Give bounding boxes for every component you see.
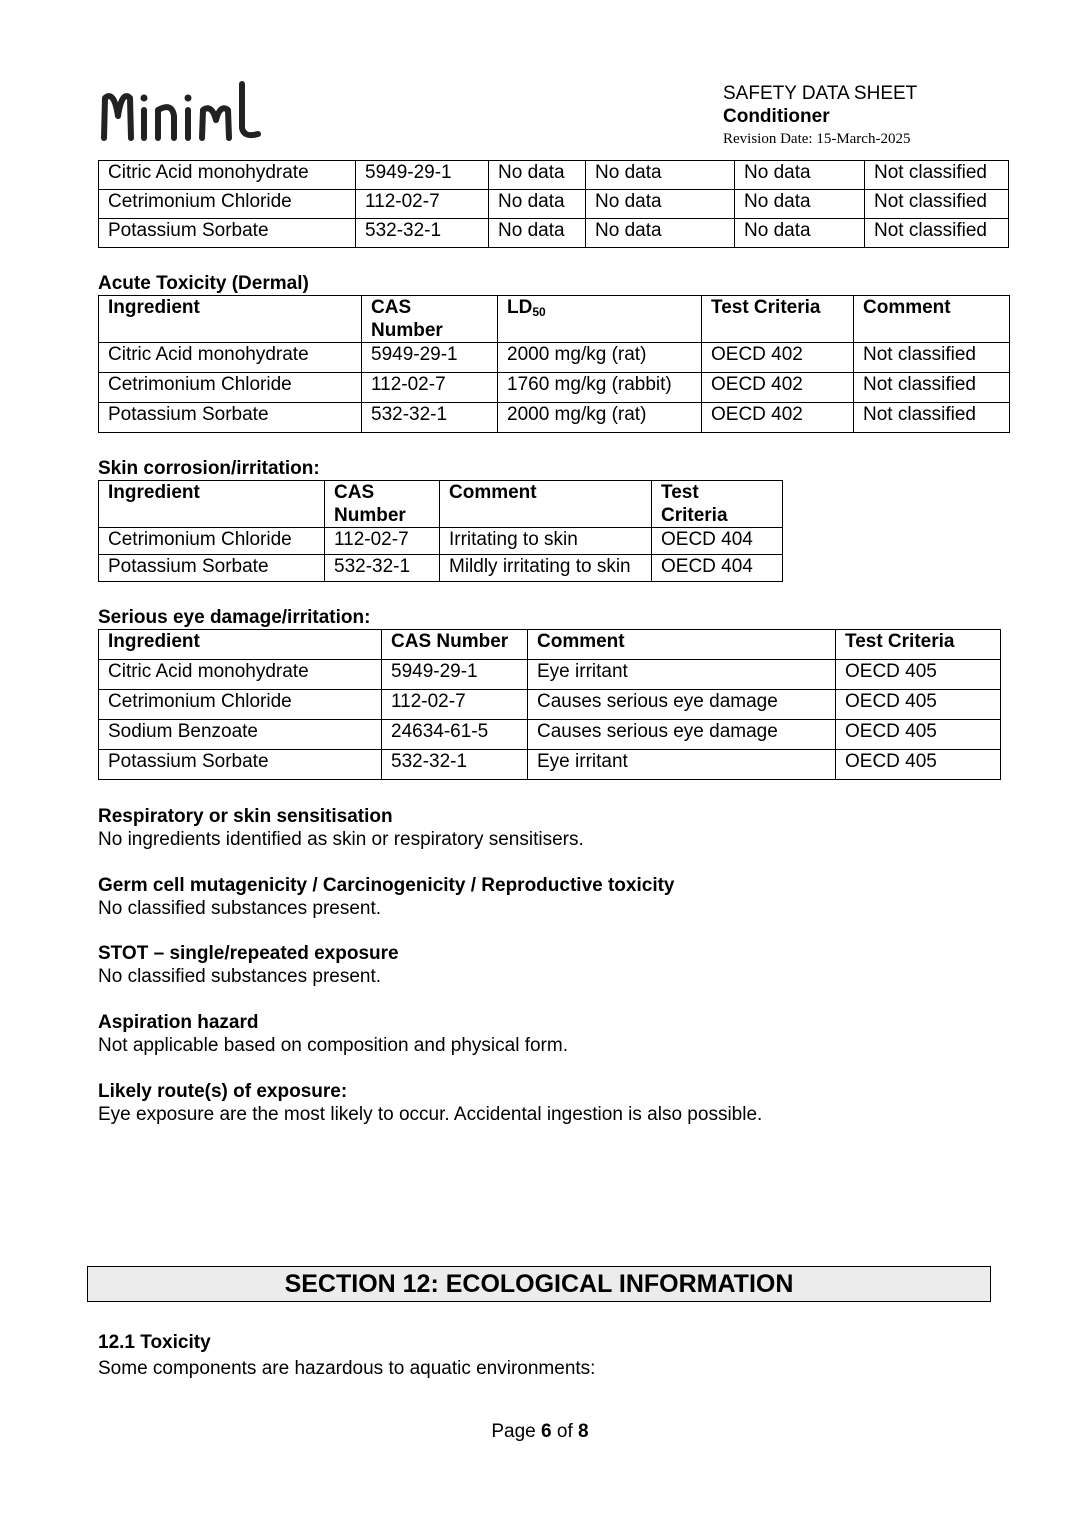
- table-row: Cetrimonium Chloride 112-02-7 Causes serious eye damage OECD 405: [99, 690, 1001, 720]
- exposure-route-block: [98, 1080, 762, 1126]
- paragraph-heading: Aspiration hazard: [98, 1012, 259, 1033]
- table-row: Citric Acid monohydrate 5949-29-1 2000 mg/kg (rat) OECD 402 Not classified: [99, 343, 1010, 373]
- product-name: Conditioner: [723, 106, 830, 127]
- paragraph-heading: Germ cell mutagenicity / Carcinogenicity / Reproductive toxicity: [98, 875, 675, 896]
- dermal-title: Acute Toxicity (Dermal): [98, 273, 309, 294]
- stot-block: [98, 942, 399, 988]
- revision-date: Revision Date: 15-March-2025: [723, 131, 911, 147]
- paragraph-text: Not applicable based on composition and physical form.: [98, 1035, 568, 1056]
- skin-table: [98, 480, 783, 582]
- document-header: [723, 82, 917, 151]
- oral-toxicity-table: [98, 160, 1009, 248]
- table-row: Potassium Sorbate 532-32-1 Mildly irritating to skin OECD 404: [99, 555, 783, 582]
- mutagenicity-block: [98, 874, 675, 920]
- paragraph-text: Some components are hazardous to aquatic environments:: [98, 1358, 596, 1379]
- table-row: Cetrimonium Chloride 112-02-7 1760 mg/kg (rabbit) OECD 402 Not classified: [99, 373, 1010, 403]
- table-row: Citric Acid monohydrate 5949-29-1 No data No data No data Not classified: [99, 161, 1009, 190]
- table-header-row: Ingredient CAS Number Comment Test Criteria: [99, 481, 783, 528]
- paragraph-text: No classified substances present.: [98, 898, 382, 919]
- paragraph-text: Eye exposure are the most likely to occur. Accidental ingestion is also possible.: [98, 1104, 763, 1125]
- paragraph-heading: STOT – single/repeated exposure: [98, 943, 399, 964]
- table-row: Citric Acid monohydrate 5949-29-1 Eye irritant OECD 405: [99, 660, 1001, 690]
- sensitisation-block: [98, 805, 584, 851]
- page-number: 6: [541, 1421, 552, 1442]
- page-of: of: [556, 1421, 573, 1442]
- paragraph-heading: 12.1 Toxicity: [98, 1332, 211, 1353]
- table-row: Cetrimonium Chloride 112-02-7 No data No data No data Not classified: [99, 190, 1009, 219]
- page-footer: [0, 1421, 1080, 1443]
- section-12-banner: SECTION 12: ECOLOGICAL INFORMATION: [87, 1266, 991, 1302]
- table-header-row: Ingredient CAS Number Comment Test Criteria: [99, 630, 1001, 660]
- skin-title: Skin corrosion/irritation:: [98, 458, 320, 479]
- table-header-row: Ingredient CAS Number $LD_{50}$ Test Criteria Comment: [99, 296, 1010, 343]
- toxicity-block: [98, 1330, 595, 1382]
- table-row: Potassium Sorbate 532-32-1 Eye irritant OECD 405: [99, 750, 1001, 780]
- table-row: Sodium Benzoate 24634-61-5 Causes serious eye damage OECD 405: [99, 720, 1001, 750]
- table-row: Cetrimonium Chloride 112-02-7 Irritating to skin OECD 404: [99, 528, 783, 555]
- aspiration-block: [98, 1011, 568, 1057]
- page-total: 8: [578, 1421, 589, 1442]
- eye-table: [98, 629, 1001, 780]
- table-row: Potassium Sorbate 532-32-1 2000 mg/kg (rat) OECD 402 Not classified: [99, 403, 1010, 433]
- dermal-table: [98, 295, 1010, 433]
- page-label: Page: [491, 1421, 536, 1442]
- paragraph-text: No ingredients identified as skin or respiratory sensitisers.: [98, 829, 584, 850]
- miniml-logo: [100, 76, 265, 148]
- paragraph-heading: Likely route(s) of exposure:: [98, 1081, 348, 1102]
- paragraph-heading: Respiratory or skin sensitisation: [98, 806, 393, 827]
- eye-title: Serious eye damage/irritation:: [98, 607, 371, 628]
- table-row: Potassium Sorbate 532-32-1 No data No data No data Not classified: [99, 219, 1009, 248]
- doc-type: SAFETY DATA SHEET: [723, 83, 918, 104]
- paragraph-text: No classified substances present.: [98, 966, 382, 987]
